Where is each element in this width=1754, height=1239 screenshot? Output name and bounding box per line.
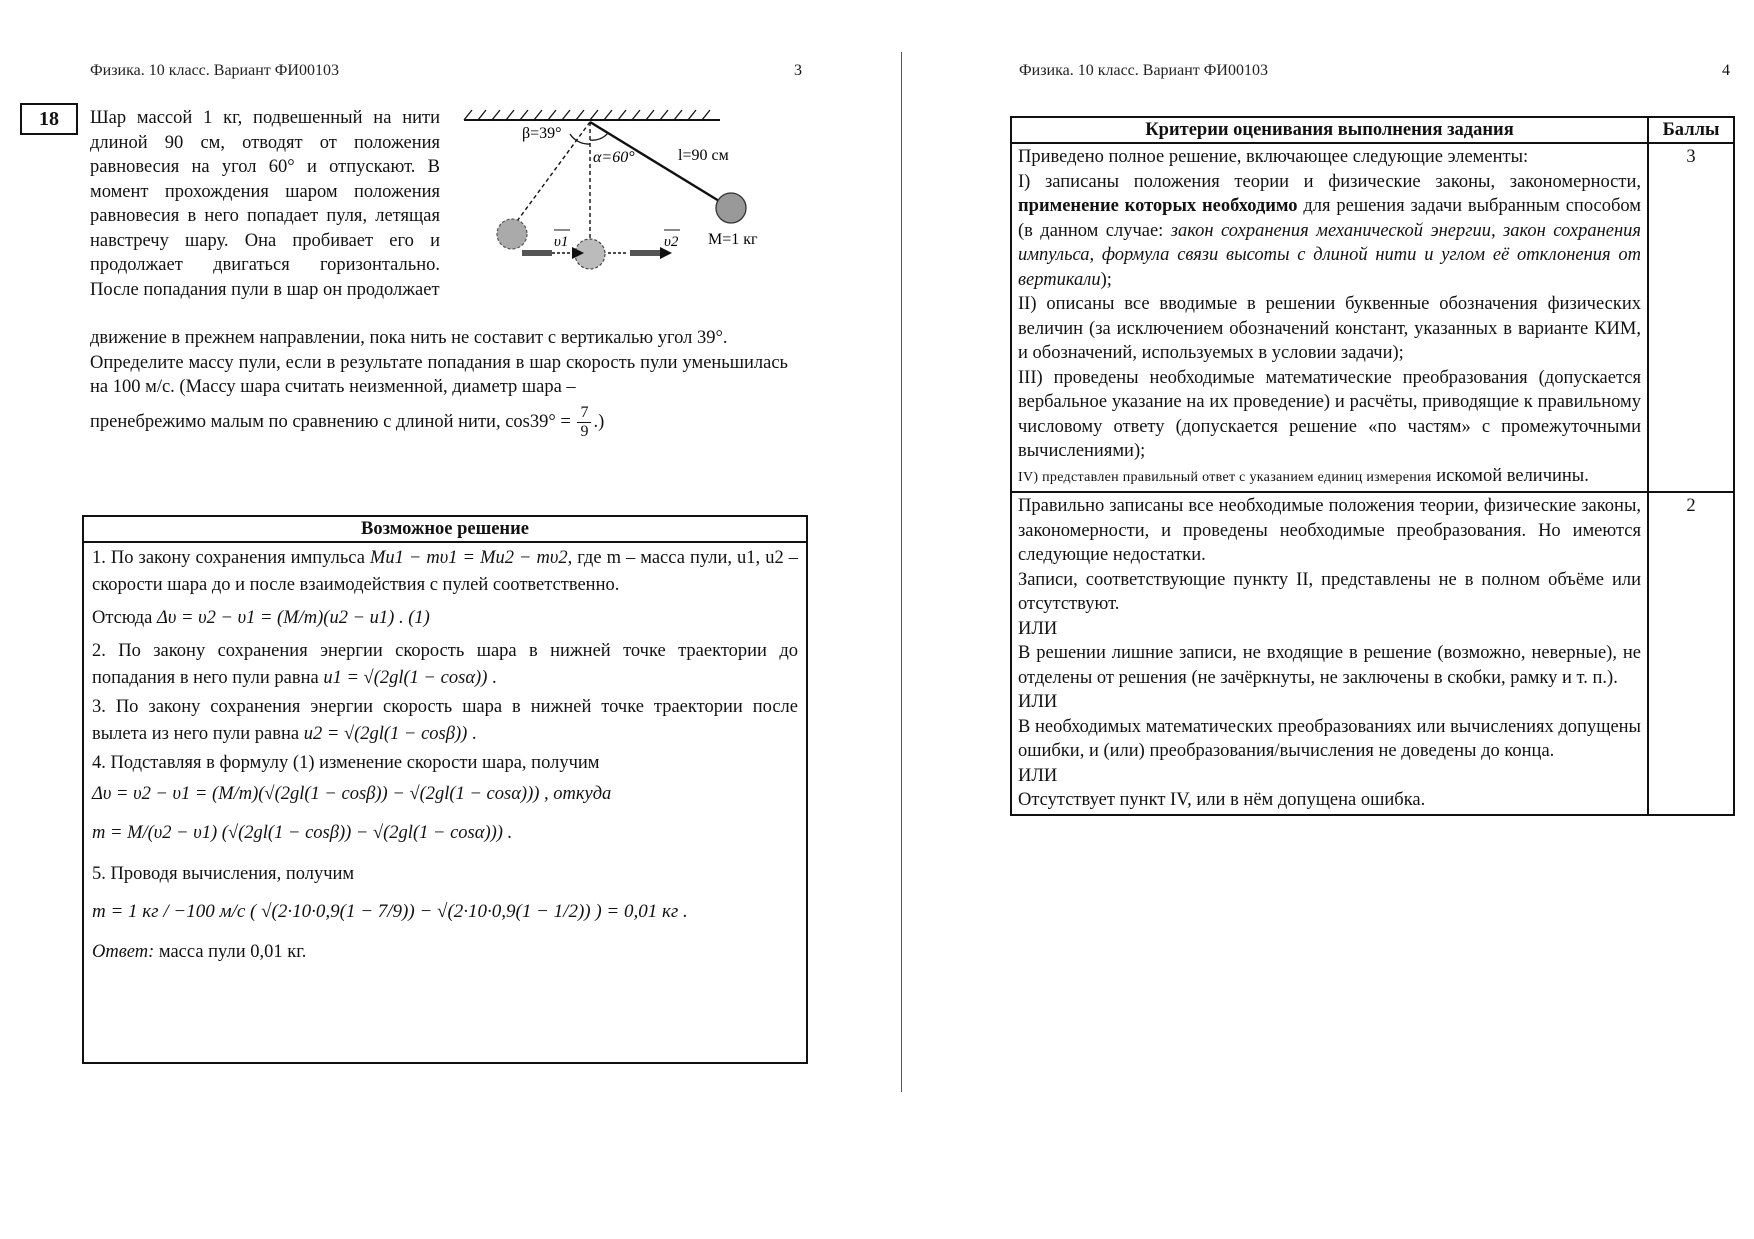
solution-step-5-eq: m = 1 кг / −100 м/с ( √(2·10·0,9(1 − 7/9)) − √(2·10·0,9(1 − 1/2)) ) = 0,01 кг . <box>92 901 688 922</box>
left-page-number: 3 <box>794 62 802 79</box>
question-continuation <box>90 326 788 441</box>
solution-step-4: 4. Подставляя в формулу (1) изменение скорости шара, получим <box>92 753 600 773</box>
ceiling-hatching <box>464 110 710 120</box>
criteria-table <box>1010 116 1735 816</box>
ball-left <box>497 219 527 249</box>
length-label: l=90 см <box>678 147 729 164</box>
cos-fraction: $\frac{7}{9}$ <box>577 404 591 441</box>
solution-step-5: 5. Проводя вычисления, получим <box>92 864 355 884</box>
bullet-left <box>522 250 552 256</box>
solution-box <box>82 515 808 1064</box>
delta-v-equation: Δυ = υ2 − υ1 = (M/m)(u2 − u1) . (1) <box>157 608 430 628</box>
left-page-header: Физика. 10 класс. Вариант ФИ00103 <box>90 62 339 79</box>
solution-step-2: 2. По закону сохранения энергии скорость шара в нижней точке траектории до попадания в него пули равна u1 = √(2gl(1 − cosα)) . <box>92 641 798 688</box>
beta-label: β=39° <box>522 125 562 142</box>
criteria-row-3 <box>1011 143 1734 492</box>
solution-answer: Ответ: масса пули 0,01 кг. <box>92 942 307 962</box>
criteria-column-header: Критерии оценивания выполнения задания <box>1011 117 1648 143</box>
solution-step-4-eq1: Δυ = υ2 − υ1 = (M/m)(√(2gl(1 − cosβ)) − √(2gl(1 − cosα))) , откуда <box>92 784 612 804</box>
v1-label: υ1 <box>554 234 569 250</box>
momentum-equation: Mu1 − mυ1 = Mu2 − mυ2 <box>369 548 568 568</box>
u2-equation: u2 = √(2gl(1 − cosβ)) <box>303 724 468 744</box>
criteria-row-2-points: 2 <box>1648 492 1734 815</box>
mass-label: M=1 кг <box>708 231 758 248</box>
solution-step-3: 3. По закону сохранения энергии скорость шара в нижней точке траектории после вылета из него пули равна u2 = √(2gl(1 − cosβ)) . <box>92 697 798 744</box>
bullet-right <box>630 250 660 256</box>
points-column-header: Баллы <box>1648 117 1734 143</box>
task-line-1: Определите массу пули, если в результате попадания в шар скорость пули уменьшилась на 100 м/с. (Массу шара считать неизменной, диаметр шара – <box>90 352 788 397</box>
question-number: 18 <box>20 103 78 135</box>
u1-equation: u1 = √(2gl(1 − cosα)) <box>323 668 488 688</box>
criteria-row-3-points: 3 <box>1648 143 1734 492</box>
solution-step-1: 1. По закону сохранения импульса Mu1 − mυ1 = Mu2 − mυ2, где m – масса пули, u1, u2 – скорости шара до и после взаимодействия с пулей соответственно. <box>92 548 798 595</box>
page-divider <box>901 52 902 1092</box>
right-page-header: Физика. 10 класс. Вариант ФИ00103 <box>1019 62 1268 79</box>
solution-title: Возможное решение <box>84 517 806 543</box>
criteria-header-row <box>1011 117 1734 143</box>
solution-step-1b: Отсюда Δυ = υ2 − υ1 = (M/m)(u2 − u1) . (1) <box>92 608 430 628</box>
criteria-row-2 <box>1011 492 1734 815</box>
alpha-arc <box>590 133 608 140</box>
right-page-number: 4 <box>1722 62 1730 79</box>
v2-label: υ2 <box>664 234 679 250</box>
task-line-2-text: пренебрежимо малым по сравнению с длиной нити, cos39° = <box>90 411 571 432</box>
task-line-2-end: .) <box>593 411 605 432</box>
criteria-row-3-text: Приведено полное решение, включающее следующие элементы: I) записаны положения теории и физические законы, закономерности, применение которых необходимо для решения задачи выбранным способом (в данном случае: закон сохранения механической энергии, закон сохранения импульса, формула связи высоты с длиной нити и углом её отклонения от вертикали); II) описаны все вводимые в решении буквенные обозначения физических величин (за исключением обозначений констант, указанных в варианте КИМ, и обозначений, используемых в условии задачи); III) проведены необходимые математические преобразования (допускается вербальное указание на их проведение) и расчёты, приводящие к правильному числовому ответу (допускается решение «по частям» с промежуточными вычислениями); IV) представлен правильный ответ с указанием единиц измерения искомой величины. <box>1011 143 1648 492</box>
criteria-row-2-text: Правильно записаны все необходимые положения теории, физические законы, закономерности, и проведены необходимые преобразования. Но имеются следующие недостатки. Записи, соответствующие пункту II, представлены не в полном объёме или отсутствуют. ИЛИ В решении лишние записи, не входящие в решение (возможно, неверные), не отделены от решения (не зачёркнуты, не заключены в скобки, рамку и т. п.). ИЛИ В необходимых математических преобразованиях или вычислениях допущены ошибки, и (или) преобразования/вычисления не доведены до конца. ИЛИ Отсутствует пункт IV, или в нём допущена ошибка. <box>1011 492 1648 815</box>
ball-right <box>716 193 746 223</box>
task-line-2 <box>90 404 788 441</box>
question-text: Шар массой 1 кг, подвешенный на нити длиной 90 см, отводят от положения равновесия на угол 60° и отпускают. В момент прохождения шаром положения равновесия в него попадает пуля, летящая навстречу шару. Она пробивает его и продолжает двигаться горизонтально. После попадания пули в шар он продолжает <box>90 108 440 300</box>
solution-step-4-eq2: m = M/(υ2 − υ1) (√(2gl(1 − cosβ)) − √(2gl(1 − cosα))) . <box>92 823 513 843</box>
pendulum-diagram <box>450 108 780 308</box>
alpha-label: α=60° <box>593 149 635 166</box>
question-text-cont: движение в прежнем направлении, пока нить не составит с вертикалью угол 39°. <box>90 328 728 348</box>
